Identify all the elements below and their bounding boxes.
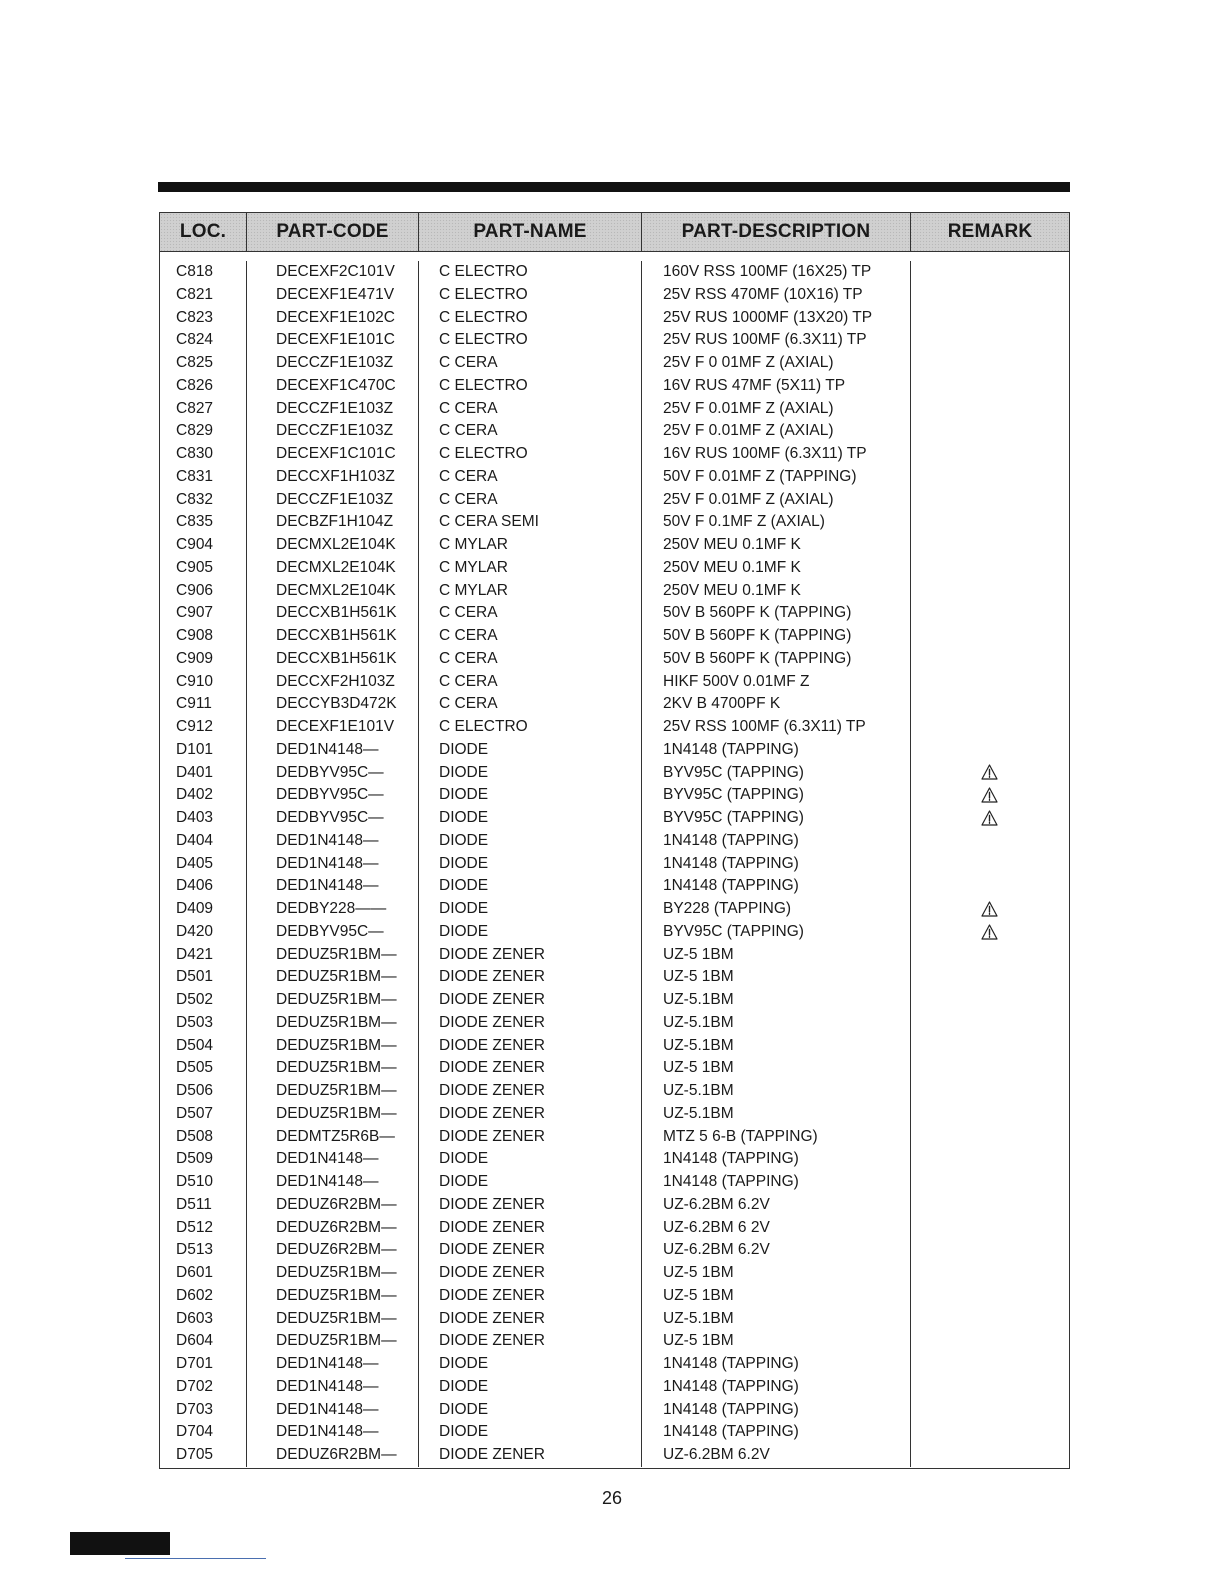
cell-part-name: C CERA <box>439 672 498 690</box>
cell-remark <box>911 375 1069 398</box>
cell-loc: D509 <box>176 1150 214 1168</box>
cell-part-code: DECEXF1C470C <box>276 376 396 394</box>
cell-part-description: 1N4148 (TAPPING) <box>663 1400 799 1418</box>
cell-remark <box>911 1103 1069 1126</box>
cell-part-code: DECCXF2H103Z <box>276 672 395 690</box>
cell-part-description: BY228 (TAPPING) <box>663 900 792 917</box>
cell-part-name: C ELECTRO <box>439 263 528 280</box>
cell-loc: C829 <box>176 422 214 440</box>
cell-part-name: C ELECTRO <box>439 445 528 462</box>
cell-loc: D507 <box>176 1104 214 1122</box>
cell-part-name: DIODE ZENER <box>439 968 545 986</box>
cell-remark <box>911 1376 1069 1399</box>
cell-loc: D421 <box>176 945 214 963</box>
cell-part-description: 250V MEU 0.1MF K <box>663 581 801 599</box>
cell-part-name: DIODE ZENER <box>439 1332 545 1350</box>
cell-loc: C818 <box>176 263 214 280</box>
cell-loc: D404 <box>176 831 214 849</box>
cell-part-name: C CERA <box>439 649 498 667</box>
cell-part-description: UZ-5 1BM <box>663 1286 734 1304</box>
cell-remark <box>911 466 1069 489</box>
cell-part-description: UZ-5 1BM <box>663 1264 734 1281</box>
cell-part-name: DIODE ZENER <box>439 1127 545 1145</box>
warning-triangle-icon <box>981 764 998 780</box>
cell-remark <box>911 329 1069 352</box>
cell-part-code: DED1N4148— <box>276 1400 379 1418</box>
cell-remark <box>911 853 1069 876</box>
cell-remark <box>911 1308 1069 1331</box>
cell-part-code: DED1N4148— <box>276 1150 379 1168</box>
cell-part-code: DED1N4148— <box>276 1173 379 1190</box>
cell-part-name: DIODE <box>439 1355 489 1372</box>
cell-part-description: MTZ 5 6-B (TAPPING) <box>663 1127 818 1145</box>
cell-remark <box>911 1080 1069 1103</box>
cell-part-name: DIODE <box>439 831 489 849</box>
cell-part-name: DIODE ZENER <box>439 1446 545 1463</box>
cell-remark <box>911 534 1069 557</box>
cell-part-description: 250V MEU 0.1MF K <box>663 536 801 553</box>
cell-loc: C904 <box>176 536 214 553</box>
cell-loc: D405 <box>176 854 214 872</box>
page-number: 26 <box>601 1488 623 1508</box>
cell-loc: D501 <box>176 968 214 986</box>
cell-part-code: DECEXF1E101C <box>276 331 395 349</box>
cell-part-code: DEDUZ6R2BM— <box>276 1218 397 1236</box>
cell-part-description: UZ-6.2BM 6.2V <box>663 1195 770 1213</box>
cell-loc: D603 <box>176 1309 214 1327</box>
cell-part-code: DED1N4148— <box>276 1377 379 1395</box>
cell-remark <box>911 1035 1069 1058</box>
cell-part-description: 1N4148 (TAPPING) <box>663 1423 799 1441</box>
cell-part-description: UZ-6.2BM 6 2V <box>663 1218 770 1236</box>
cell-part-name: C ELECTRO <box>439 308 528 326</box>
cell-remark <box>911 762 1069 785</box>
cell-part-code: DEDUZ5R1BM— <box>276 1059 397 1077</box>
cell-remark <box>911 602 1069 625</box>
warning-triangle-icon <box>981 787 998 803</box>
cell-part-code: DEDUZ5R1BM— <box>276 1286 397 1304</box>
cell-part-description: 1N4148 (TAPPING) <box>663 1355 799 1372</box>
cell-part-description: UZ-5.1BM <box>663 1036 734 1054</box>
cell-part-description: UZ-5.1BM <box>663 1013 734 1031</box>
cell-loc: D505 <box>176 1059 214 1077</box>
cell-part-description: HIKF 500V 0.01MF Z <box>663 672 810 690</box>
cell-loc: D512 <box>176 1218 214 1236</box>
cell-part-name: C ELECTRO <box>439 718 528 735</box>
cell-remark <box>911 443 1069 466</box>
cell-remark <box>911 898 1069 921</box>
cell-part-code: DEDUZ6R2BM— <box>276 1241 397 1259</box>
cell-remark <box>911 1012 1069 1035</box>
cell-part-name: C CERA <box>439 354 498 371</box>
cell-part-description: UZ-5.1BM <box>663 1082 734 1099</box>
cell-part-name: DIODE <box>439 763 489 781</box>
cell-part-code: DECCZF1E103Z <box>276 399 394 417</box>
cell-part-code: DEDUZ5R1BM— <box>276 1036 397 1054</box>
cell-loc: D601 <box>176 1264 214 1281</box>
cell-remark <box>911 1444 1069 1467</box>
cell-loc: C830 <box>176 445 214 462</box>
cell-part-code: DEDUZ6R2BM— <box>276 1195 397 1213</box>
cell-remark <box>911 261 1069 284</box>
cell-part-code: DECCYB3D472K <box>276 695 397 713</box>
cell-part-code: DEDUZ5R1BM— <box>276 1332 397 1350</box>
cell-part-name: C CERA <box>439 627 498 644</box>
cell-remark <box>911 716 1069 739</box>
cell-part-name: DIODE ZENER <box>439 1241 545 1259</box>
cell-loc: D602 <box>176 1286 214 1304</box>
cell-part-description: 1N4148 (TAPPING) <box>663 1150 799 1168</box>
cell-part-description: BYV95C (TAPPING) <box>663 763 804 781</box>
cell-loc: D403 <box>176 809 214 826</box>
cell-part-name: DIODE ZENER <box>439 1104 545 1122</box>
cell-loc: C908 <box>176 627 214 644</box>
cell-loc: D510 <box>176 1173 214 1190</box>
cell-part-name: DIODE ZENER <box>439 1218 545 1236</box>
cell-part-description: BYV95C (TAPPING) <box>663 786 804 804</box>
cell-remark <box>911 807 1069 830</box>
cell-remark <box>911 739 1069 762</box>
cell-part-code: DECCZF1E103Z <box>276 354 394 371</box>
cell-part-name: DIODE ZENER <box>439 1264 545 1281</box>
cell-part-code: DECCXB1H561K <box>276 604 397 622</box>
cell-remark <box>911 875 1069 898</box>
cell-loc: C909 <box>176 649 214 667</box>
cell-part-name: DIODE <box>439 809 489 826</box>
cell-part-code: DEDUZ5R1BM— <box>276 1013 397 1031</box>
cell-remark <box>911 1148 1069 1171</box>
cell-part-description: 50V B 560PF K (TAPPING) <box>663 627 852 644</box>
column-remark <box>911 261 1069 1467</box>
cell-part-description: 25V RSS 470MF (10X16) TP <box>663 285 863 303</box>
cell-remark <box>911 489 1069 512</box>
cell-loc: D504 <box>176 1036 214 1054</box>
cell-remark <box>911 352 1069 375</box>
cell-remark <box>911 557 1069 580</box>
cell-loc: D401 <box>176 763 214 781</box>
cell-loc: D503 <box>176 1013 214 1031</box>
cell-remark <box>911 944 1069 967</box>
cell-part-name: DIODE <box>439 900 489 917</box>
cell-part-name: C ELECTRO <box>439 376 528 394</box>
cell-part-name: C CERA <box>439 490 498 508</box>
cell-loc: D506 <box>176 1082 214 1099</box>
cell-part-description: 25V F 0.01MF Z (AXIAL) <box>663 399 834 417</box>
cell-remark <box>911 1353 1069 1376</box>
cell-part-code: DECEXF1E102C <box>276 308 395 326</box>
cell-part-name: C CERA <box>439 467 498 485</box>
cell-part-name: C CERA <box>439 399 498 417</box>
cell-loc: D704 <box>176 1423 214 1441</box>
cell-part-name: DIODE <box>439 854 489 872</box>
table-body <box>160 252 1069 1468</box>
cell-part-description: UZ-5.1BM <box>663 1309 734 1327</box>
cell-part-code: DECCXB1H561K <box>276 627 397 644</box>
cell-part-description: 160V RSS 100MF (16X25) TP <box>663 263 872 280</box>
cell-part-description: UZ-5 1BM <box>663 1332 734 1350</box>
cell-part-code: DECCZF1E103Z <box>276 422 394 440</box>
cell-part-description: 1N4148 (TAPPING) <box>663 740 799 758</box>
cell-loc: D409 <box>176 900 214 917</box>
table-header <box>160 213 1069 252</box>
cell-loc: D101 <box>176 740 214 758</box>
cell-part-description: 1N4148 (TAPPING) <box>663 831 799 849</box>
column-loc <box>160 261 247 1467</box>
cell-remark <box>911 784 1069 807</box>
cell-part-code: DECCXB1H561K <box>276 649 397 667</box>
cell-part-code: DECEXF1E471V <box>276 285 395 303</box>
cell-remark <box>911 1399 1069 1422</box>
cell-part-name: C MYLAR <box>439 581 508 599</box>
cell-remark <box>911 511 1069 534</box>
cell-part-code: DED1N4148— <box>276 1423 379 1441</box>
cell-part-name: DIODE <box>439 922 489 940</box>
cell-part-name: DIODE <box>439 1400 489 1418</box>
cell-part-name: DIODE ZENER <box>439 1286 545 1304</box>
cell-remark <box>911 671 1069 694</box>
cell-remark <box>911 1057 1069 1080</box>
header-part-code: PART-CODE <box>247 213 419 251</box>
cell-part-code: DEDUZ5R1BM— <box>276 991 397 1008</box>
column-part-description <box>642 261 911 1467</box>
header-loc: LOC. <box>160 213 247 251</box>
cell-loc: D604 <box>176 1332 214 1350</box>
cell-loc: D402 <box>176 786 214 804</box>
cell-part-name: DIODE ZENER <box>439 991 545 1008</box>
cell-loc: C832 <box>176 490 214 508</box>
cell-part-code: DED1N4148— <box>276 831 379 849</box>
cell-part-name: C MYLAR <box>439 558 508 576</box>
cell-part-code: DED1N4148— <box>276 877 379 895</box>
cell-loc: C911 <box>176 695 212 713</box>
cell-part-description: UZ-6.2BM 6.2V <box>663 1241 770 1259</box>
cell-loc: D513 <box>176 1241 214 1259</box>
cell-part-code: DEDBYV95C— <box>276 922 384 940</box>
cell-part-code: DECEXF1C101C <box>276 445 396 462</box>
cell-part-name: DIODE <box>439 1173 489 1190</box>
cell-part-name: DIODE <box>439 1423 489 1441</box>
cell-part-description: 2KV B 4700PF K <box>663 695 781 713</box>
cell-part-description: UZ-5 1BM <box>663 968 734 986</box>
cell-loc: D705 <box>176 1446 214 1463</box>
cell-part-name: DIODE <box>439 877 489 895</box>
cell-part-description: UZ-5 1BM <box>663 1059 734 1077</box>
cell-remark <box>911 1262 1069 1285</box>
warning-triangle-icon <box>981 810 998 826</box>
cell-part-description: 50V F 0.01MF Z (TAPPING) <box>663 467 857 485</box>
cell-part-description: UZ-5.1BM <box>663 991 734 1008</box>
cell-part-name: DIODE ZENER <box>439 1036 545 1054</box>
cell-part-description: 25V RSS 100MF (6.3X11) TP <box>663 718 866 735</box>
cell-part-name: DIODE ZENER <box>439 1059 545 1077</box>
cell-part-code: DEDBY228—— <box>276 900 387 917</box>
cell-part-code: DEDUZ5R1BM— <box>276 1104 397 1122</box>
cell-part-description: 1N4148 (TAPPING) <box>663 1173 799 1190</box>
cell-part-description: 1N4148 (TAPPING) <box>663 877 799 895</box>
cell-part-name: DIODE <box>439 786 489 804</box>
cell-part-name: DIODE ZENER <box>439 1195 545 1213</box>
cell-loc: D702 <box>176 1377 214 1395</box>
cell-loc: C831 <box>176 467 214 485</box>
cell-part-name: DIODE <box>439 1377 489 1395</box>
warning-triangle-icon <box>981 901 998 917</box>
cell-part-name: DIODE ZENER <box>439 1309 545 1327</box>
cell-part-code: DECCZF1E103Z <box>276 490 394 508</box>
cell-part-description: BYV95C (TAPPING) <box>663 809 804 826</box>
cell-loc: D511 <box>176 1195 212 1213</box>
corner-mark <box>70 1532 170 1555</box>
cell-part-name: DIODE ZENER <box>439 1013 545 1031</box>
cell-part-code: DEDUZ5R1BM— <box>276 1264 397 1281</box>
cell-remark <box>911 966 1069 989</box>
cell-part-code: DEDUZ6R2BM— <box>276 1446 397 1463</box>
cell-remark <box>911 1239 1069 1262</box>
column-part-code <box>247 261 419 1467</box>
cell-part-description: 50V B 560PF K (TAPPING) <box>663 649 852 667</box>
cell-part-code: DEDBYV95C— <box>276 763 384 781</box>
cell-remark <box>911 398 1069 421</box>
cell-part-description: 1N4148 (TAPPING) <box>663 854 799 872</box>
cell-loc: C910 <box>176 672 214 690</box>
cell-part-code: DED1N4148— <box>276 740 379 758</box>
cell-part-description: UZ-6.2BM 6.2V <box>663 1446 770 1463</box>
column-part-name <box>419 261 642 1467</box>
cell-remark <box>911 625 1069 648</box>
cell-part-description: 250V MEU 0.1MF K <box>663 558 801 576</box>
cell-part-name: DIODE <box>439 1150 489 1168</box>
cell-part-description: UZ-5 1BM <box>663 945 734 963</box>
cell-part-description: UZ-5.1BM <box>663 1104 734 1122</box>
cell-part-code: DEDMTZ5R6B— <box>276 1127 395 1145</box>
cell-part-name: DIODE ZENER <box>439 1082 545 1099</box>
top-rule <box>158 182 1070 192</box>
cell-part-code: DECEXF1E101V <box>276 718 395 735</box>
cell-part-name: C CERA <box>439 695 498 713</box>
cell-part-code: DEDUZ5R1BM— <box>276 968 397 986</box>
cell-loc: C835 <box>176 513 214 531</box>
cell-part-code: DEDBYV95C— <box>276 786 384 804</box>
cell-part-code: DEDUZ5R1BM— <box>276 1082 397 1099</box>
cell-loc: C827 <box>176 399 214 417</box>
cell-loc: C821 <box>176 285 214 303</box>
cell-loc: C824 <box>176 331 214 349</box>
cell-part-description: 50V B 560PF K (TAPPING) <box>663 604 852 622</box>
cell-loc: C906 <box>176 581 214 599</box>
cell-loc: C907 <box>176 604 214 622</box>
cell-remark <box>911 580 1069 603</box>
cell-loc: C912 <box>176 718 214 735</box>
cell-loc: C826 <box>176 376 214 394</box>
cell-remark <box>911 1194 1069 1217</box>
cell-loc: C825 <box>176 354 214 371</box>
cell-loc: D703 <box>176 1400 214 1418</box>
cell-part-name: C ELECTRO <box>439 285 528 303</box>
cell-remark <box>911 648 1069 671</box>
cell-remark <box>911 1217 1069 1240</box>
cell-remark <box>911 693 1069 716</box>
cell-remark <box>911 1285 1069 1308</box>
cell-part-description: 16V RUS 100MF (6.3X11) TP <box>663 445 867 462</box>
cell-part-description: 25V RUS 100MF (6.3X11) TP <box>663 331 867 349</box>
cell-part-name: DIODE ZENER <box>439 945 545 963</box>
cell-part-description: 50V F 0.1MF Z (AXIAL) <box>663 513 825 531</box>
cell-remark <box>911 1421 1069 1444</box>
cell-part-name: DIODE <box>439 740 489 758</box>
parts-table <box>159 212 1070 1469</box>
cell-part-code: DED1N4148— <box>276 1355 379 1372</box>
cell-part-code: DEDBYV95C— <box>276 809 384 826</box>
cell-part-description: BYV95C (TAPPING) <box>663 922 804 940</box>
cell-part-code: DECMXL2E104K <box>276 581 396 599</box>
corner-underline <box>125 1558 266 1559</box>
cell-loc: C823 <box>176 308 214 326</box>
cell-part-code: DEDUZ5R1BM— <box>276 1309 397 1327</box>
cell-part-description: 25V F 0.01MF Z (AXIAL) <box>663 422 834 440</box>
cell-part-name: C CERA SEMI <box>439 513 539 531</box>
cell-part-code: DECCXF1H103Z <box>276 467 395 485</box>
cell-remark <box>911 420 1069 443</box>
cell-part-code: DECMXL2E104K <box>276 558 396 576</box>
cell-part-name: C ELECTRO <box>439 331 528 349</box>
cell-remark <box>911 989 1069 1012</box>
warning-triangle-icon <box>981 924 998 940</box>
cell-loc: C905 <box>176 558 214 576</box>
cell-remark <box>911 1171 1069 1194</box>
cell-part-name: C MYLAR <box>439 536 508 553</box>
header-remark: REMARK <box>947 221 1033 242</box>
cell-remark <box>911 1330 1069 1353</box>
cell-part-description: 1N4148 (TAPPING) <box>663 1377 799 1395</box>
cell-remark <box>911 1126 1069 1149</box>
header-part-description: PART-DESCRIPTION <box>642 213 911 251</box>
cell-remark <box>911 284 1069 307</box>
cell-loc: D502 <box>176 991 214 1008</box>
cell-loc: D420 <box>176 922 214 940</box>
cell-part-description: 25V RUS 1000MF (13X20) TP <box>663 308 873 326</box>
cell-part-code: DECMXL2E104K <box>276 536 396 553</box>
cell-part-code: DED1N4148— <box>276 854 379 872</box>
cell-remark <box>911 307 1069 330</box>
header-part-name: PART-NAME <box>419 213 642 251</box>
cell-remark <box>911 921 1069 944</box>
cell-part-code: DEDUZ5R1BM— <box>276 945 397 963</box>
cell-remark <box>911 830 1069 853</box>
cell-loc: D701 <box>176 1355 214 1372</box>
cell-part-code: DECBZF1H104Z <box>276 513 394 531</box>
cell-loc: D508 <box>176 1127 214 1145</box>
cell-loc: D406 <box>176 877 214 895</box>
cell-part-code: DECEXF2C101V <box>276 263 395 280</box>
cell-part-description: 25V F 0 01MF Z (AXIAL) <box>663 354 834 371</box>
cell-part-name: C CERA <box>439 422 498 440</box>
cell-part-description: 16V RUS 47MF (5X11) TP <box>663 376 846 394</box>
cell-part-description: 25V F 0.01MF Z (AXIAL) <box>663 490 834 508</box>
cell-part-name: C CERA <box>439 604 498 622</box>
